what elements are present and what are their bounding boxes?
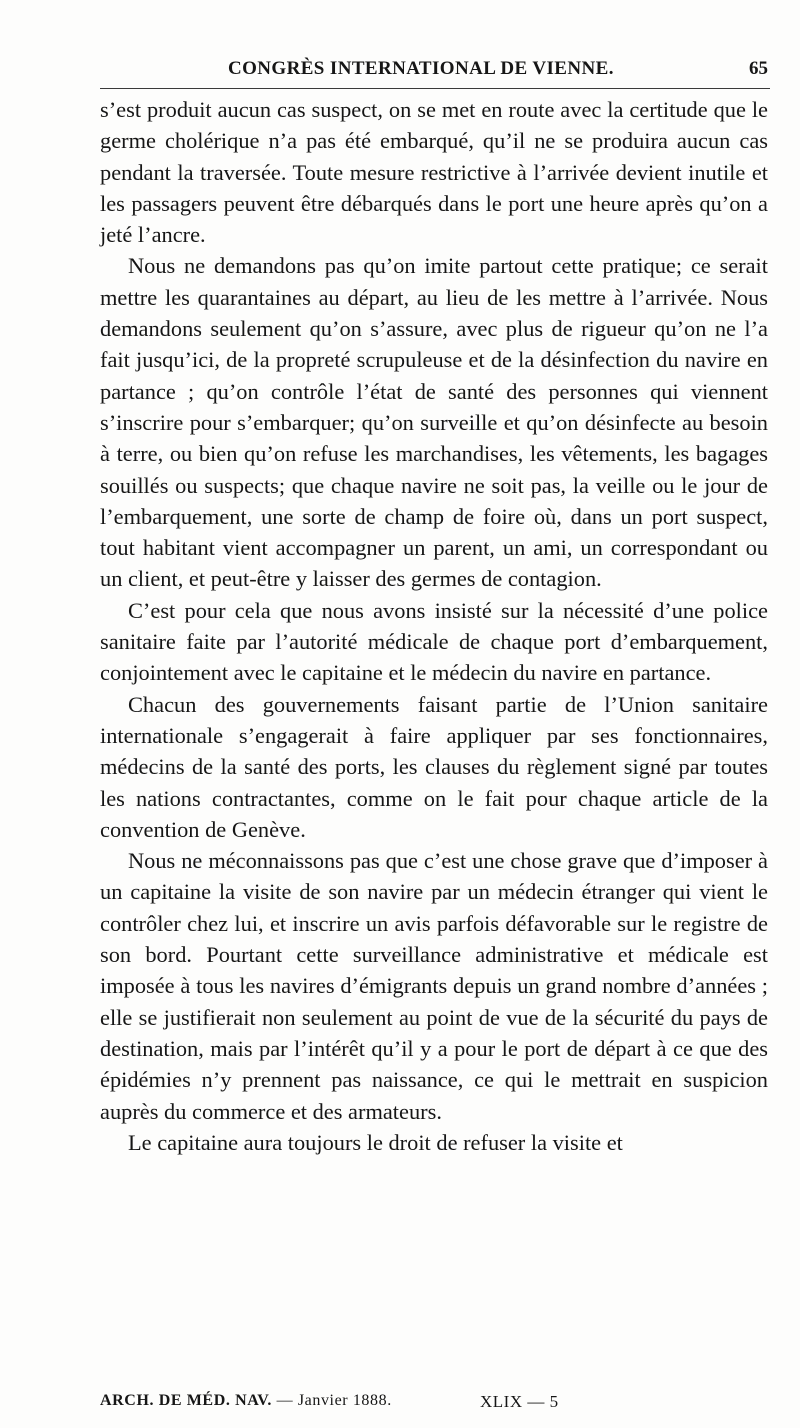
footer-volume: XLIX — 5 [480,1392,559,1411]
running-title: CONGRÈS INTERNATIONAL DE VIENNE. [228,58,614,79]
running-header [98,58,768,88]
paragraph: Le capitaine aura toujours le droit de refuser la visite et [128,1129,623,1155]
header-rule [100,88,770,89]
page-number: 65 [749,58,768,79]
paragraph: Nous ne demandons pas qu’on imite partout cette pratique; ce serait mettre les quarantaines au départ, au lieu de les mettre à l’arrivée. Nous demandons seulement qu’on s’assure, avec plus de rigueur qu’on ne l’a fait jusqu’ici, de la propreté scrupuleuse et de la désinfection du navire en partance ; qu’on contrôle l’état de santé des personnes qui viennent s’inscrire pour s’embarquer; qu’on surveille et qu’on désinfecte au besoin à terre, ou bien qu’on refuse les marchandises, les vêtements, les bagages souillés ou suspects; que chaque navire ne soit pas, la veille ou le jour de l’embarquement, une sorte de champ de foire où, dans un port suspect, tout habitant vient accompagner un parent, un ami, un correspondant ou un client, et peut-être y laisser des germes de contagion. [100,253,768,592]
footer-date: Janvier 1888. [297,1392,392,1409]
footer-separator: — [272,1392,298,1409]
body-text [100,94,768,1158]
footer-citation [100,1392,392,1410]
paragraph: Nous ne méconnaissons pas que c’est une chose grave que d’imposer à un capitaine la visite de son navire par un médecin étranger qui vient le contrôler chez lui, et inscrire un avis parfois défavorable sur le registre de son bord. Pourtant cette surveillance administrative et médicale est imposée à tous les navires d’émigrants depuis un grand nombre d’années ; elle se justifierait non seulement au point de vue de la sécurité du pays de destination, mais par l’intérêt qu’il y a pour le port de départ à ce que des épidémies n’y prennent pas naissance, ce qui le mettrait en suspicion auprès du commerce et des armateurs. [100,848,768,1124]
paragraph: Chacun des gouvernements faisant partie de l’Union sanitaire internationale s’engagerait à faire appliquer par ses fonctionnaires, médecins de la santé des ports, les clauses du règlement signé par toutes les nations contractantes, comme on le fait pour chaque article de la convention de Genève. [100,691,768,842]
paragraph-continued: s’est produit aucun cas suspect, on se met en route avec la certitude que le germe cholérique n’a pas été embarqué, qu’il ne se produira aucun cas pendant la traversée. Toute mesure restrictive à l’arrivée devient inutile et les passagers peuvent être débarqués dans le port une heure après qu’on a jeté l’ancre. [100,97,768,248]
footer-journal: ARCH. DE MÉD. NAV. [100,1392,273,1409]
paragraph: C’est pour cela que nous avons insisté sur la nécessité d’une police sanitaire faite par l’autorité médicale de chaque port d’embarquement, conjointement avec le capitaine et le médecin du navire en partance. [100,597,768,686]
page-footer [100,1392,660,1418]
